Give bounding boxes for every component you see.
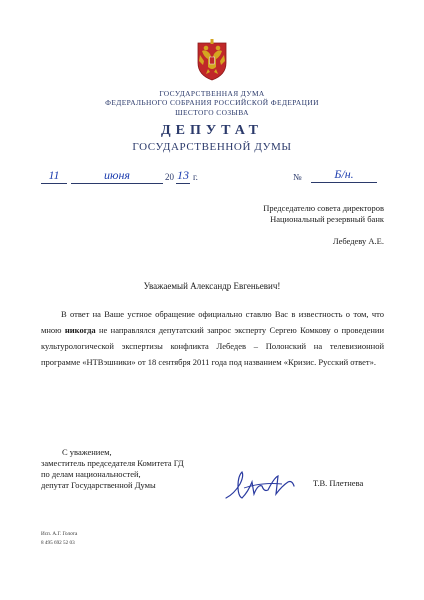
coat-of-arms-emblem bbox=[194, 37, 230, 81]
number-field bbox=[293, 167, 383, 186]
number-label: № bbox=[293, 172, 302, 182]
header-line-assembly: ФЕДЕРАЛЬНОГО СОБРАНИЯ РОССИЙСКОЙ ФЕДЕРАЦИИ bbox=[105, 98, 319, 107]
letter-body bbox=[41, 306, 384, 370]
letter-greeting: Уважаемый Александр Евгеньевич! bbox=[143, 281, 281, 291]
addressee-position: Председателю совета директоров bbox=[263, 203, 384, 213]
date-year: 13 bbox=[177, 168, 189, 182]
signatory-name: Т.В. Плетнева bbox=[313, 478, 364, 488]
body-text-part2: не направлялся депутатский запрос эксперту Сергею Комкову о проведении культурологической экспертизы конфликта Лебедев – Полонский на телевизионной программе «НТВэшники» от 18 сентября 2011 года под названием «Кризис. Русский ответ». bbox=[41, 325, 385, 367]
addressee-organization: Национальный резервный банк bbox=[270, 214, 384, 224]
signoff-regards: С уважением, bbox=[62, 447, 112, 457]
header-line-duma: ГОСУДАРСТВЕННАЯ ДУМА bbox=[159, 89, 265, 98]
date-month: июня bbox=[71, 168, 163, 184]
addressee-name: Лебедеву А.Е. bbox=[332, 236, 384, 246]
signoff-position: заместитель председателя Комитета ГД bbox=[41, 458, 184, 468]
date-field bbox=[41, 168, 198, 186]
letterhead-subtitle: ГОСУДАРСТВЕННОЙ ДУМЫ bbox=[132, 141, 292, 153]
date-century: 20 bbox=[165, 172, 174, 182]
letterhead-title: ДЕПУТАТ bbox=[161, 123, 263, 138]
signoff-role: депутат Государственной Думы bbox=[41, 480, 156, 490]
signoff-committee: по делам национальностей, bbox=[41, 469, 141, 479]
executor-phone: 8 495 692 52 03 bbox=[41, 540, 75, 546]
body-text-emphasis: никогда bbox=[64, 325, 96, 335]
header-line-convocation: ШЕСТОГО СОЗЫВА bbox=[175, 108, 249, 117]
body-text-part1: В ответ на Ваше устное обращение официально ставлю Вас в известность о том, что мною bbox=[41, 309, 384, 335]
executor-name: Исп. А.Г. Голота bbox=[41, 531, 78, 537]
handwritten-signature bbox=[222, 464, 304, 504]
number-value: Б/н. bbox=[311, 167, 377, 183]
date-suffix: г. bbox=[193, 172, 198, 182]
date-day: 11 bbox=[41, 168, 67, 184]
